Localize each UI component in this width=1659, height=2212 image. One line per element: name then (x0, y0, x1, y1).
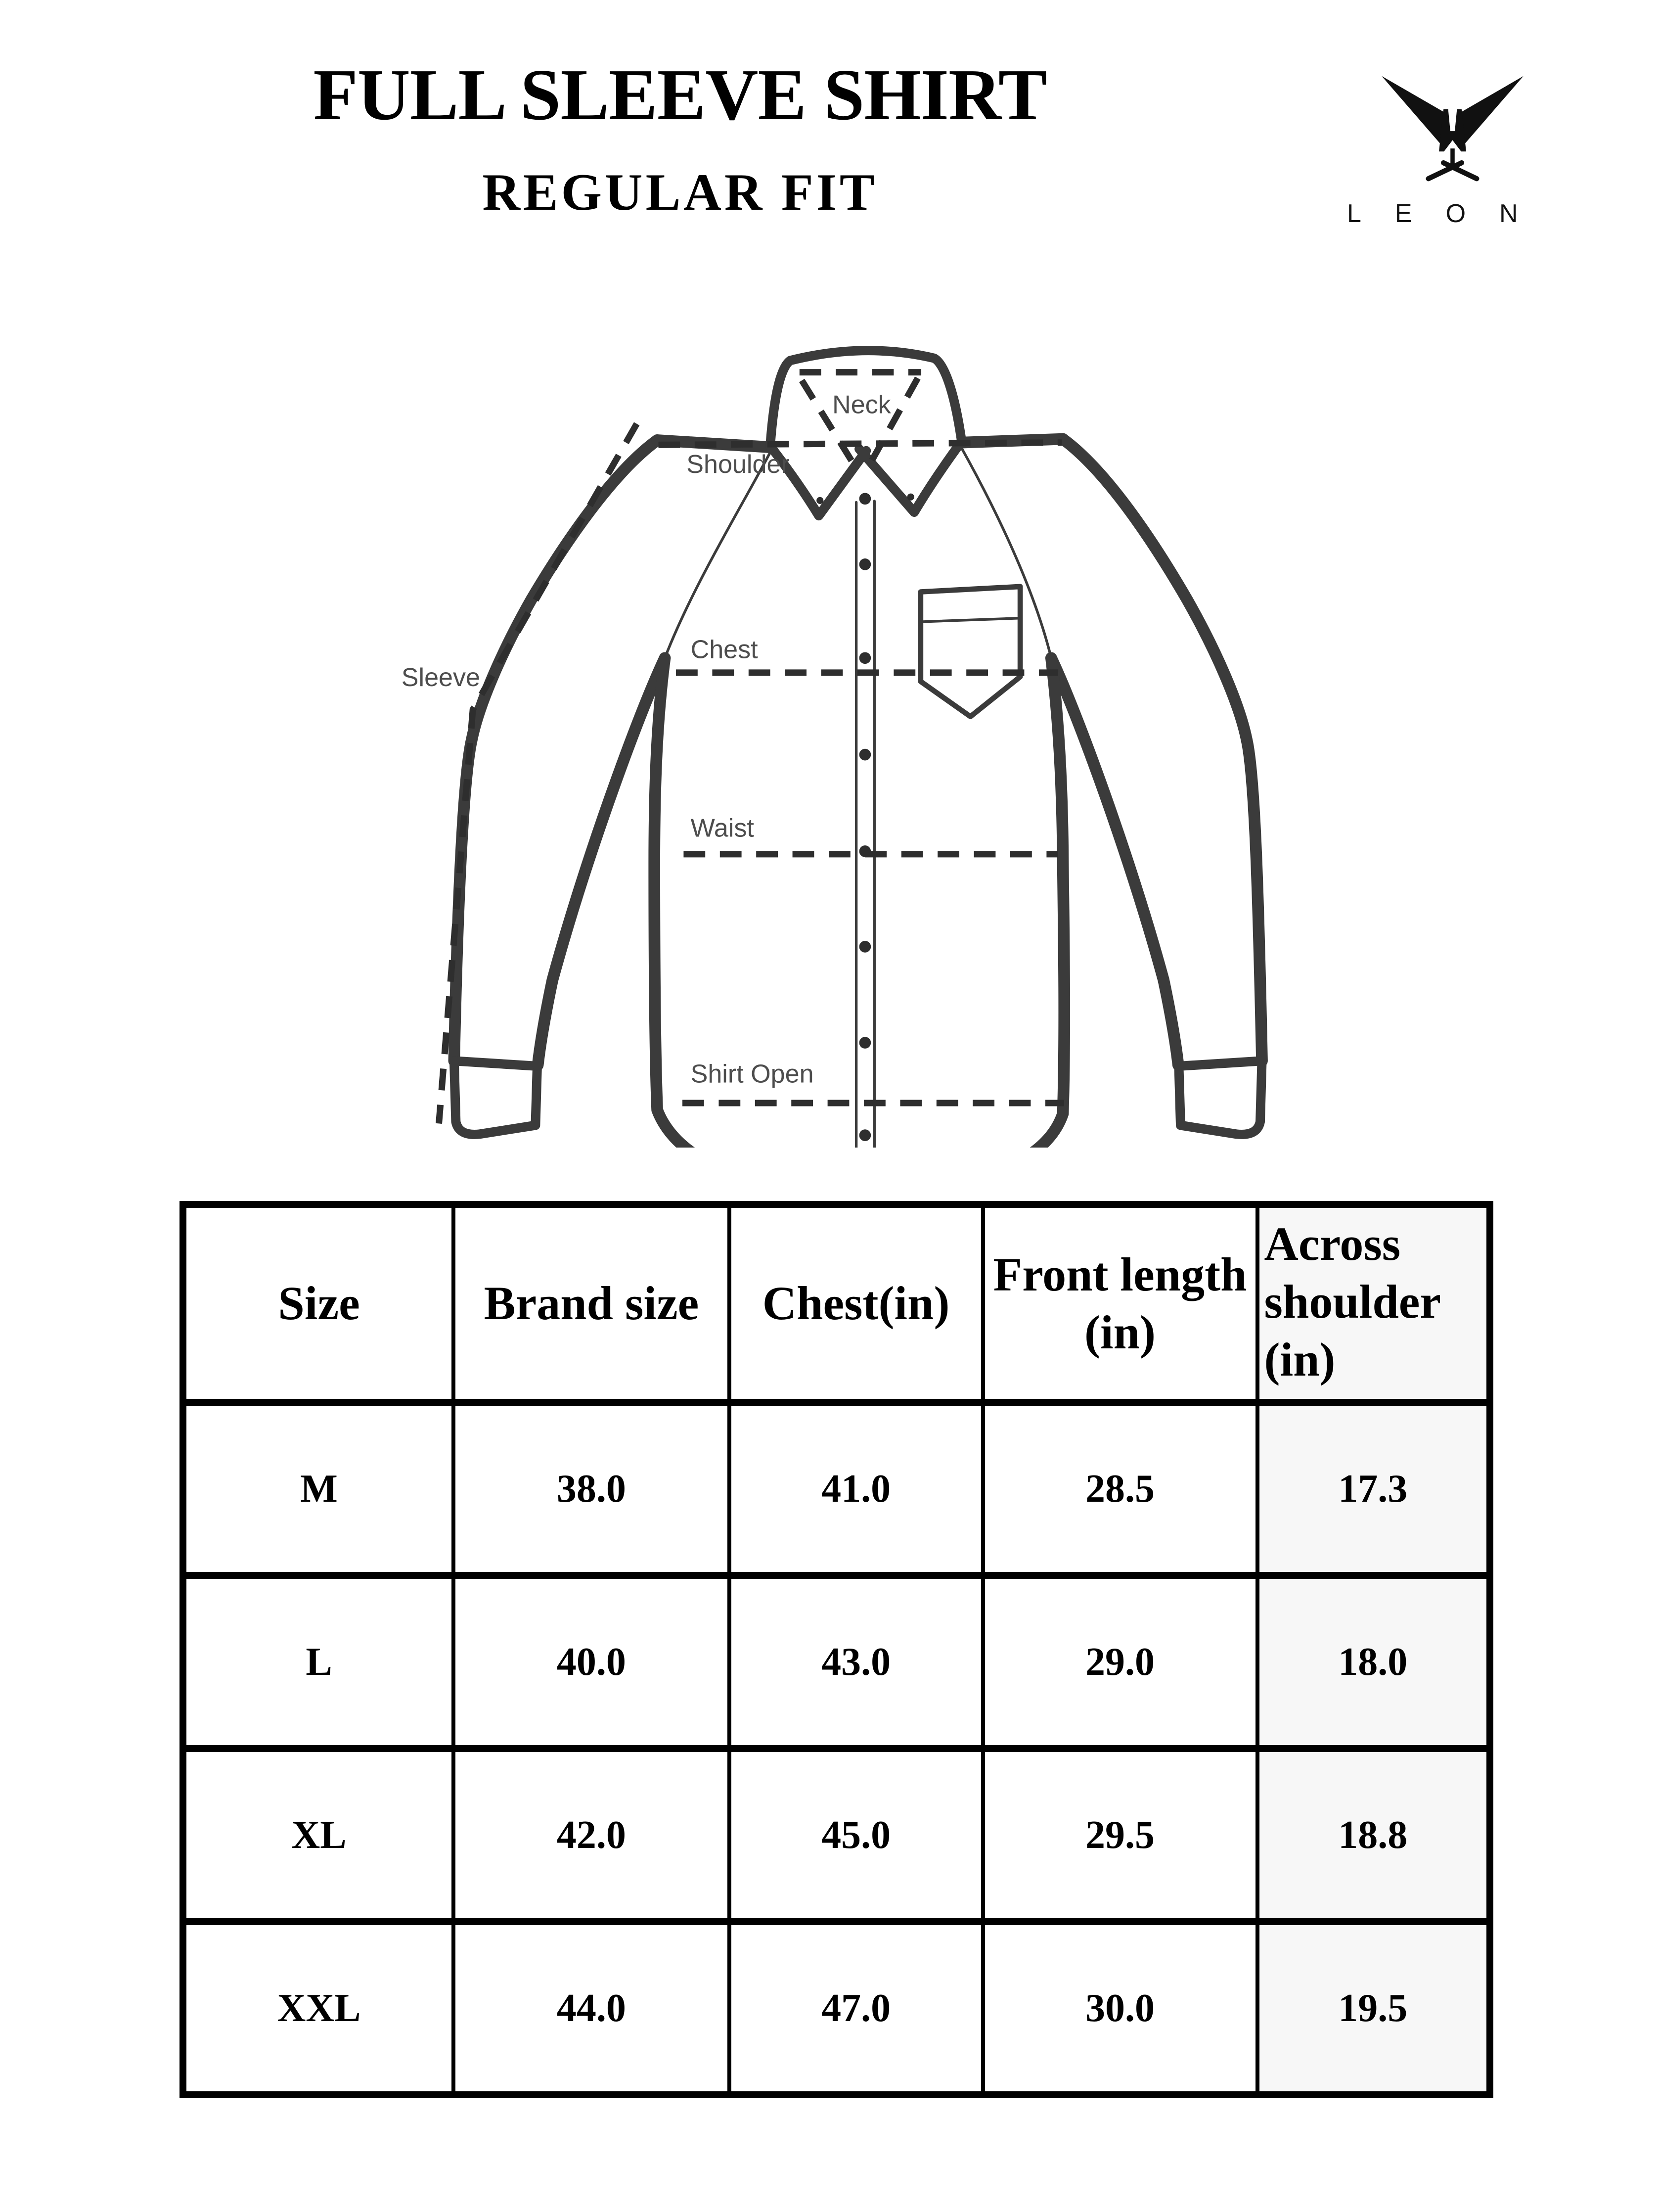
page-title: FULL SLEEVE SHIRT (313, 54, 1047, 136)
size-chart-header-row (183, 1204, 1490, 1402)
column-header-size (183, 1204, 453, 1402)
cell-chest: 45.0 (729, 1749, 983, 1922)
title-block (289, 54, 1071, 221)
brand-name: LEON (1347, 199, 1552, 228)
cell-across-shoulder: 18.8 (1257, 1749, 1490, 1922)
button (859, 749, 871, 761)
column-header-across-shoulder (1257, 1204, 1490, 1402)
column-header-chest (729, 1204, 983, 1402)
column-header-label: Across (1264, 1217, 1401, 1270)
brand-logo (1335, 69, 1563, 237)
chest-pocket (921, 587, 1020, 717)
right-sleeve-inner-seam (1051, 658, 1178, 1065)
column-header-brand-size (453, 1204, 729, 1402)
column-header-label: Chest(in) (762, 1277, 950, 1330)
cell-size: XL (183, 1749, 453, 1922)
column-header-label: Size (278, 1277, 360, 1330)
cell-brand-size: 38.0 (453, 1402, 729, 1575)
page-subtitle: REGULAR FIT (482, 163, 878, 221)
cell-chest: 43.0 (729, 1575, 983, 1749)
button (859, 493, 871, 505)
shirt-diagram-svg (391, 307, 1296, 1148)
column-header-label: Front length (993, 1247, 1247, 1301)
lion-logo-icon (1377, 72, 1528, 183)
button (859, 1129, 871, 1141)
button (859, 941, 871, 953)
cell-front-length: 29.0 (983, 1575, 1257, 1749)
chest-label: Chest (690, 635, 758, 664)
right-armhole-seam (960, 446, 1051, 658)
right-shoulder-seam (962, 439, 1063, 443)
cell-brand-size: 42.0 (453, 1749, 729, 1922)
cell-front-length: 29.5 (983, 1749, 1257, 1922)
waist-label: Waist (690, 814, 754, 843)
cell-across-shoulder: 17.3 (1257, 1402, 1490, 1575)
table-row (183, 1575, 1490, 1749)
cell-chest: 41.0 (729, 1402, 983, 1575)
table-row (183, 1749, 1490, 1922)
shirt-open-label: Shirt Open (690, 1060, 814, 1089)
collar-right-button (907, 494, 914, 501)
column-header-unit: (in) (1264, 1333, 1336, 1386)
column-header-label: shoulder (1264, 1275, 1441, 1329)
cell-across-shoulder: 19.5 (1257, 1922, 1490, 2095)
cell-chest: 47.0 (729, 1922, 983, 2095)
column-header-front-length (983, 1204, 1257, 1402)
cell-size: XXL (183, 1922, 453, 2095)
cell-brand-size: 40.0 (453, 1575, 729, 1749)
size-chart-table (179, 1201, 1493, 2098)
left-sleeve-inner-seam (538, 658, 665, 1065)
table-row (183, 1402, 1490, 1575)
left-cuff (454, 1061, 537, 1135)
button (859, 652, 871, 664)
table-row (183, 1922, 1490, 2095)
cell-size: M (183, 1402, 453, 1575)
left-armhole-seam (665, 450, 771, 658)
column-header-label: Brand size (484, 1277, 699, 1330)
sleeve-label: Sleeve (401, 663, 481, 692)
button (859, 1037, 871, 1049)
cell-across-shoulder: 18.0 (1257, 1575, 1490, 1749)
cell-brand-size: 44.0 (453, 1922, 729, 2095)
collar-left-button (816, 497, 823, 504)
cell-front-length: 28.5 (983, 1402, 1257, 1575)
chest-pocket-band (922, 618, 1018, 622)
column-header-unit: (in) (1084, 1306, 1156, 1359)
shoulder-label: Shoulder (686, 450, 790, 479)
cell-front-length: 30.0 (983, 1922, 1257, 2095)
right-cuff (1179, 1061, 1262, 1135)
neck-label: Neck (832, 390, 891, 419)
button (859, 558, 871, 570)
shirt-diagram (391, 307, 1296, 1148)
cell-size: L (183, 1575, 453, 1749)
